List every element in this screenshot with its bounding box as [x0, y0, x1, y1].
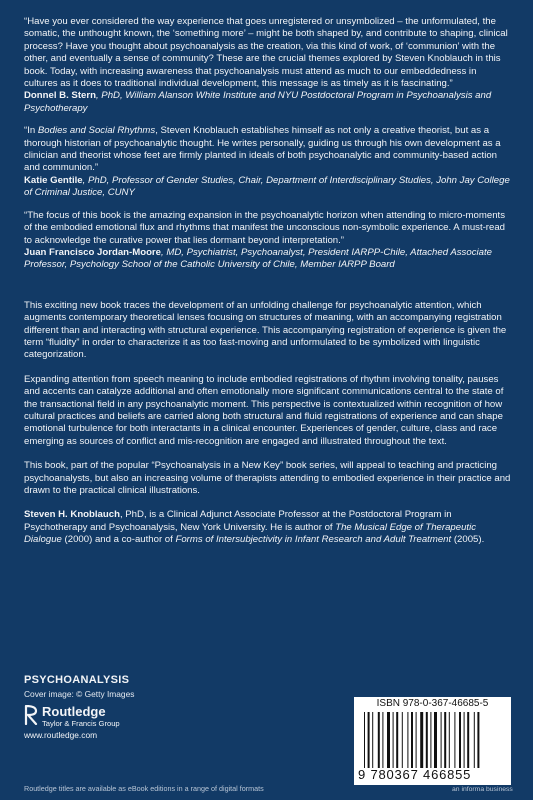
cover-credit: Cover image: © Getty Images [24, 689, 135, 699]
barcode-icon [362, 712, 503, 768]
back-cover-text [24, 16, 511, 559]
endorsement-text: “In Bodies and Social Rhythms, Steven Knoblauch establishes himself as not only a creative theorist, but as a thorough historian of psychoanalytic thought. He writes personally, guiding us through his own development as a clinician and theorist whose feet are firmly planted in ideals of both psychoanalytic and community-based action and communion.” [24, 125, 501, 174]
book-title: Forms of Intersubjectivity in Infant Research and Adult Treatment [175, 534, 452, 546]
description-paragraph-1: This exciting new book traces the development of an unfolding challenge for psychoanalytic attention, which augments contemporary theoretical lenses focusing on structures of meaning, with an accompanying registration different than and interacting with structural experience. This accompanying registration of experience is given the term “fluidity” in order to characterize it as too fast-moving and unformulated to be symbolized with linguistic categorization. [24, 299, 507, 361]
endorser-name: Juan Francisco Jordan-Moore [24, 246, 162, 258]
description-paragraph-2: Expanding attention from speech meaning to include embodied registrations of rhythm involving tonality, pauses and accents can catalyze additional and often emotionally more significant communications central to the state of the transactional field in any psychoanalytic moment. This perspective is contextualized within recognition of how cultural practices and beliefs are carried along both structural and fluid registrations of experience and can shape emotional turbulence for both interactants in a clinical encounter. Experiences of gender, culture, class and race emerging as sources of conflict and mis-recognition are engaged and illustrated throughout the text. [24, 373, 504, 447]
barcode-digits: 9 780367 466855 [358, 767, 472, 782]
endorsement-3 [24, 210, 511, 272]
endorser-affiliation: , PhD, William Alanson White Institute and NYU Postdoctoral Program in Psychoanalysis and Psychotherapy [24, 90, 492, 114]
author-name: Steven H. Knoblauch [24, 509, 120, 521]
endorser-name: Katie Gentile [24, 174, 83, 186]
book-title: Bodies and Social Rhythms [37, 125, 156, 137]
isbn-label: ISBN 978-0-367-46685-5 [376, 698, 489, 709]
barcode-panel [354, 697, 511, 785]
publisher-url[interactable]: www.routledge.com [24, 730, 98, 740]
endorser-affiliation: , PhD, Professor of Gender Studies, Chair, Department of Interdisciplinary Studies, John Jay College of Criminal Justice, CUNY [24, 174, 510, 199]
book-title: The Musical Edge of Therapeutic Dialogue [24, 521, 477, 546]
endorser-affiliation: , MD, Psychiatrist, Psychoanalyst, President IARPP-Chile, Attached Associate Professor, Psychology School of the Catholic University of Chile, Member IARPP Board [24, 246, 492, 271]
description-paragraph-3: This book, part of the popular “Psychoanalysis in a New Key” book series, will appeal to teaching and practicing psychoanalysts, but also an increasing volume of therapists attending to embodied experience in their practice and drawn to the practical clinical illustrations. [24, 460, 511, 496]
endorsement-1 [24, 16, 511, 115]
publisher-name: Routledge [42, 704, 106, 719]
endorsement-text: “Have you ever considered the way experience that goes unregistered or unsymbolized – the unformulated, the somatic, the unthought known, the ‘something more’ – might be both shaped by, and contribute to shaping, clinical process? Have you thought about psychoanalysis as the creation, via this kind of work, of ‘communion’ with the other, and eventually a sense of community? These are the crucial themes explored by Steven Knoblauch in this book. Today, with increasing awareness that psychoanalysis must attend as much to our embeddedness in cultures as it does to traditional individual development, this message is as timely as it is fascinating.” [24, 16, 508, 90]
endorsement-text: “The focus of this book is the amazing expansion in the psychoanalytic horizon when attending to micro-moments of the embodied emotional flux and rhythms that manifest the unconscious non-symbolic experience. A must-read to acknowledge the curative power that lies dormant beyond interpretation.” [24, 209, 506, 246]
publisher-group: Taylor & Francis Group [42, 719, 120, 728]
ebook-availability: Routledge titles are available as eBook editions in a range of digital formats [24, 784, 264, 793]
endorsement-2 [24, 125, 511, 199]
routledge-logo-icon [24, 705, 38, 725]
author-bio: Steven H. Knoblauch, PhD, is a Clinical Adjunct Associate Professor at the Postdoctoral Program in Psychotherapy and Psychoanalysis, New York University. He is author of The Musical Edge of Therapeutic Dialogue (2000) and a co-author of Forms of Intersubjectivity in Infant Research and Adult Treatment (2005). [24, 509, 485, 546]
informa-tagline: an informa business [452, 786, 513, 793]
endorser-name: Donnel B. Stern [24, 90, 96, 102]
subject-category: PSYCHOANALYSIS [24, 674, 130, 686]
